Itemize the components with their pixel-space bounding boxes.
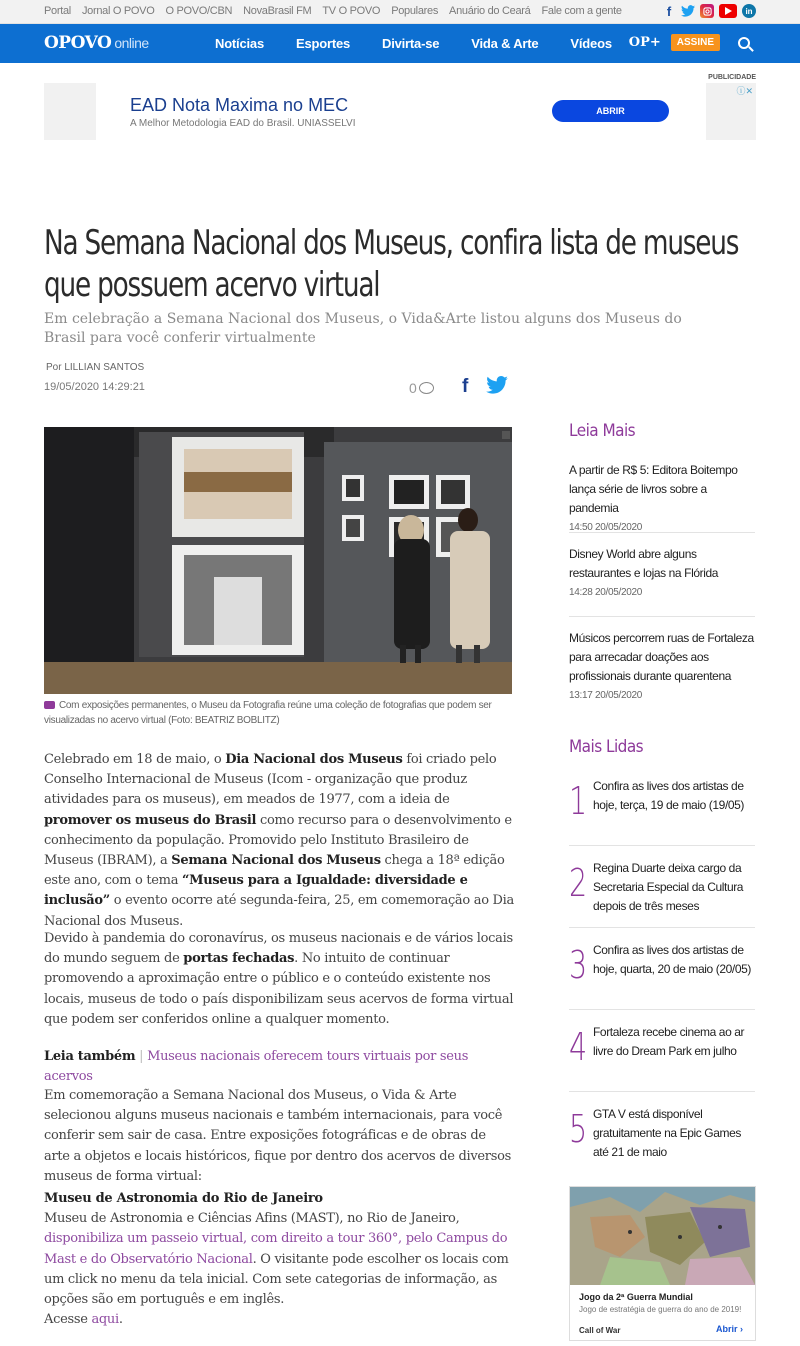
site-logo[interactable]: OPOVO online bbox=[44, 33, 149, 53]
mais-lidas-item[interactable] bbox=[569, 1021, 755, 1092]
nav-right bbox=[629, 34, 750, 51]
top-bar bbox=[0, 0, 800, 24]
social-icons bbox=[662, 4, 756, 18]
mais-lidas-item[interactable] bbox=[569, 1103, 755, 1174]
museum-photo-illustration bbox=[44, 427, 512, 694]
sidebar-ad-image bbox=[570, 1187, 755, 1285]
mais-lidas-item[interactable] bbox=[569, 775, 755, 846]
section-title-mast: Museu de Astronomia do Rio de Janeiro bbox=[44, 1191, 323, 1206]
read-also-link[interactable]: Museus nacionais oferecem tours virtuais por seus acervos bbox=[44, 1049, 469, 1085]
mast-tour-link[interactable]: disponibiliza um passeio virtual, com direito a tour 360°, pelo Campus do Mast e do Observatório Nacional bbox=[44, 1231, 508, 1267]
comment-count: 0 bbox=[409, 380, 417, 396]
paragraph-1: Celebrado em 18 de maio, o Dia Nacional dos Museus foi criado pelo Conselho Internacional de Museus (Icom - organização que produz atividades para os museus), em meados de 1977, com a ideia de promover os museus do Brasil como recurso para o desenvolvimento e conhecimento da população. Promovido pelo Instituto Brasileiro de Museus (IBRAM), a Semana Nacional dos Museus chega a 18ª edição este ano, com o tema “Museus para a Igualdade: diversidade e inclusão” o evento ocorre até segunda-feira, 25, em comemoração ao Dia Nacional dos Museus. bbox=[44, 752, 514, 929]
facebook-icon[interactable]: f bbox=[666, 3, 672, 19]
top-link-anuario[interactable]: Anuário do Ceará bbox=[449, 5, 531, 17]
photo-caption: Com exposições permanentes, o Museu da Fotografia reúne uma coleção de fotografias que podem ser visualizadas no acervo virtual (Foto: BEATRIZ BOBLITZ) bbox=[44, 700, 492, 726]
paragraph-4: Em comemoração a Semana Nacional dos Museus, o Vida & Arte selecionou alguns museus nacionais e também internacionais, para você conferir sem sair de casa. Entre exposições fotográficas e de obras de arte a objetos e locais históricos, fique por dentro dos acervos de diversos museus de forma virtual: bbox=[44, 1088, 511, 1184]
twitter-icon[interactable] bbox=[681, 4, 695, 18]
linkedin-icon[interactable]: in bbox=[742, 4, 756, 18]
mais-lidas-rank: 3 bbox=[569, 943, 588, 987]
leia-mais-item[interactable] bbox=[569, 545, 755, 617]
paragraph-2: Devido à pandemia do coronavírus, os museus nacionais e de vários locais do mundo seguem de portas fechadas. No intuito de continuar promovendo a aproximação entre o público e o conteúdo existente nos locais, museus de todo o país disponibilizam seus acervos de forma virtual que podem ser conferidos online a qualquer momento. bbox=[44, 931, 514, 1027]
mais-lidas-item[interactable] bbox=[569, 939, 755, 1010]
share-twitter-icon[interactable] bbox=[486, 376, 508, 399]
top-link-tv[interactable]: TV O POVO bbox=[322, 5, 381, 17]
leia-mais-item-time: 14:28 20/05/2020 bbox=[569, 587, 643, 598]
article-headline: Na Semana Nacional dos Museus, confira lista de museus que possuem acervo virtual bbox=[44, 223, 739, 305]
leia-mais-item-time: 14:50 20/05/2020 bbox=[569, 522, 643, 533]
youtube-icon[interactable] bbox=[719, 4, 737, 18]
top-link-cbn[interactable]: O POVO/CBN bbox=[165, 5, 233, 17]
read-also: Leia também | Museus nacionais oferecem tours virtuais por seus acervos bbox=[44, 1049, 469, 1085]
share-facebook-icon[interactable]: f bbox=[462, 376, 469, 397]
comment-icon bbox=[419, 382, 434, 394]
sidebar-ad-title[interactable]: Jogo da 2ª Guerra Mundial bbox=[579, 1292, 693, 1302]
top-link-novabrasil[interactable]: NovaBrasil FM bbox=[243, 5, 312, 17]
article-subhead: Em celebração a Semana Nacional dos Museus, o Vida&Arte listou alguns dos Museus do Brasil para você conferir virtualmente bbox=[44, 311, 682, 346]
article-date: 19/05/2020 14:29:21 bbox=[44, 381, 145, 393]
ad-close-icon[interactable]: ⓘ✕ bbox=[736, 86, 753, 96]
mais-lidas-item[interactable] bbox=[569, 857, 755, 928]
article-byline[interactable]: Por LILLIAN SANTOS bbox=[46, 362, 145, 373]
sidebar-ad-subtitle: Jogo de estratégia de guerra do ano de 2019! bbox=[579, 1305, 742, 1314]
leia-mais-item-time: 13:17 20/05/2020 bbox=[569, 690, 643, 701]
nav-item-esportes[interactable]: Esportes bbox=[295, 36, 351, 51]
top-link-portal[interactable]: Portal bbox=[44, 5, 71, 17]
top-links bbox=[44, 5, 622, 17]
mais-lidas-title[interactable]: GTA V está disponível gratuitamente na Epic Games até 21 de maio bbox=[593, 1107, 741, 1159]
banner-ad-button[interactable]: ABRIR bbox=[552, 100, 669, 122]
banner-ad-title[interactable]: EAD Nota Maxima no MEC bbox=[130, 95, 349, 115]
mais-lidas-rank: 5 bbox=[569, 1107, 588, 1151]
logo-suffix: online bbox=[114, 35, 149, 51]
acesse-aqui-link[interactable]: aqui bbox=[91, 1312, 119, 1328]
sidebar-ad[interactable] bbox=[569, 1186, 756, 1341]
top-link-jornal[interactable]: Jornal O POVO bbox=[81, 5, 155, 17]
mais-lidas-rank: 4 bbox=[569, 1025, 588, 1069]
mais-lidas-heading: Mais Lidas bbox=[569, 737, 644, 757]
mais-lidas-title[interactable]: Confira as lives dos artistas de hoje, quarta, 20 de maio (20/05) bbox=[593, 943, 751, 976]
op-plus-logo[interactable]: OP+ bbox=[628, 35, 661, 50]
nav-item-videos[interactable]: Vídeos bbox=[570, 36, 612, 51]
main-nav bbox=[0, 24, 800, 63]
camera-icon bbox=[44, 701, 55, 709]
mais-lidas-rank: 1 bbox=[569, 779, 588, 823]
ad-label: PUBLICIDADE bbox=[708, 74, 756, 81]
mais-lidas-title[interactable]: Fortaleza recebe cinema ao ar livre do Dream Park em julho bbox=[593, 1025, 745, 1058]
nav-item-divirta-se[interactable]: Divirta-se bbox=[382, 36, 440, 51]
leia-mais-item-title[interactable]: Músicos percorrem ruas de Fortaleza para arrecadar doações aos profissionais durante quarentena bbox=[569, 631, 754, 683]
comments-button[interactable] bbox=[409, 380, 434, 396]
top-link-populares[interactable]: Populares bbox=[391, 5, 439, 17]
mais-lidas-title[interactable]: Regina Duarte deixa cargo da Secretaria Especial da Cultura depois de três meses bbox=[593, 861, 744, 913]
nav-menu bbox=[215, 36, 644, 51]
instagram-icon[interactable] bbox=[700, 4, 714, 18]
mais-lidas-rank: 2 bbox=[569, 861, 588, 905]
sidebar-ad-brand: Call of War bbox=[579, 1326, 621, 1335]
sidebar-ad-open-button[interactable]: Abrir › bbox=[715, 1324, 743, 1334]
leia-mais-heading: Leia Mais bbox=[569, 421, 636, 441]
assine-button[interactable]: ASSINE bbox=[671, 34, 720, 51]
top-link-contato[interactable]: Fale com a gente bbox=[541, 5, 622, 17]
leia-mais-item[interactable] bbox=[569, 629, 755, 709]
leia-mais-item-title[interactable]: A partir de R$ 5: Editora Boitempo lança série de livros sobre a pandemia bbox=[569, 463, 738, 515]
mais-lidas-title[interactable]: Confira as lives dos artistas de hoje, terça, 19 de maio (19/05) bbox=[593, 779, 745, 812]
article-photo[interactable] bbox=[44, 427, 512, 694]
leia-mais-item[interactable] bbox=[569, 461, 755, 533]
banner-ad[interactable] bbox=[44, 83, 756, 140]
search-icon[interactable] bbox=[738, 37, 750, 49]
leia-mais-item-title[interactable]: Disney World abre alguns restaurantes e lojas na Flórida bbox=[569, 547, 719, 580]
nav-item-vida-arte[interactable]: Vida & Arte bbox=[471, 36, 539, 51]
paragraph-5: Museu de Astronomia do Rio de Janeiro Museu de Astronomia e Ciências Afins (MAST), no Rio de Janeiro, disponibiliza um passeio virtual, com direito a tour 360°, pelo Campus do Mast e do Observatório Nacional. O visitante pode escolher os locais com um click no menu da tela inicial. Com sete categorias de informação, as opções são em português e em inglês. Acesse aqui. bbox=[44, 1191, 509, 1328]
banner-ad-subtitle: A Melhor Metodologia EAD do Brasil. UNIASSELVI bbox=[130, 118, 356, 129]
nav-item-noticias[interactable]: Notícias bbox=[215, 36, 264, 51]
